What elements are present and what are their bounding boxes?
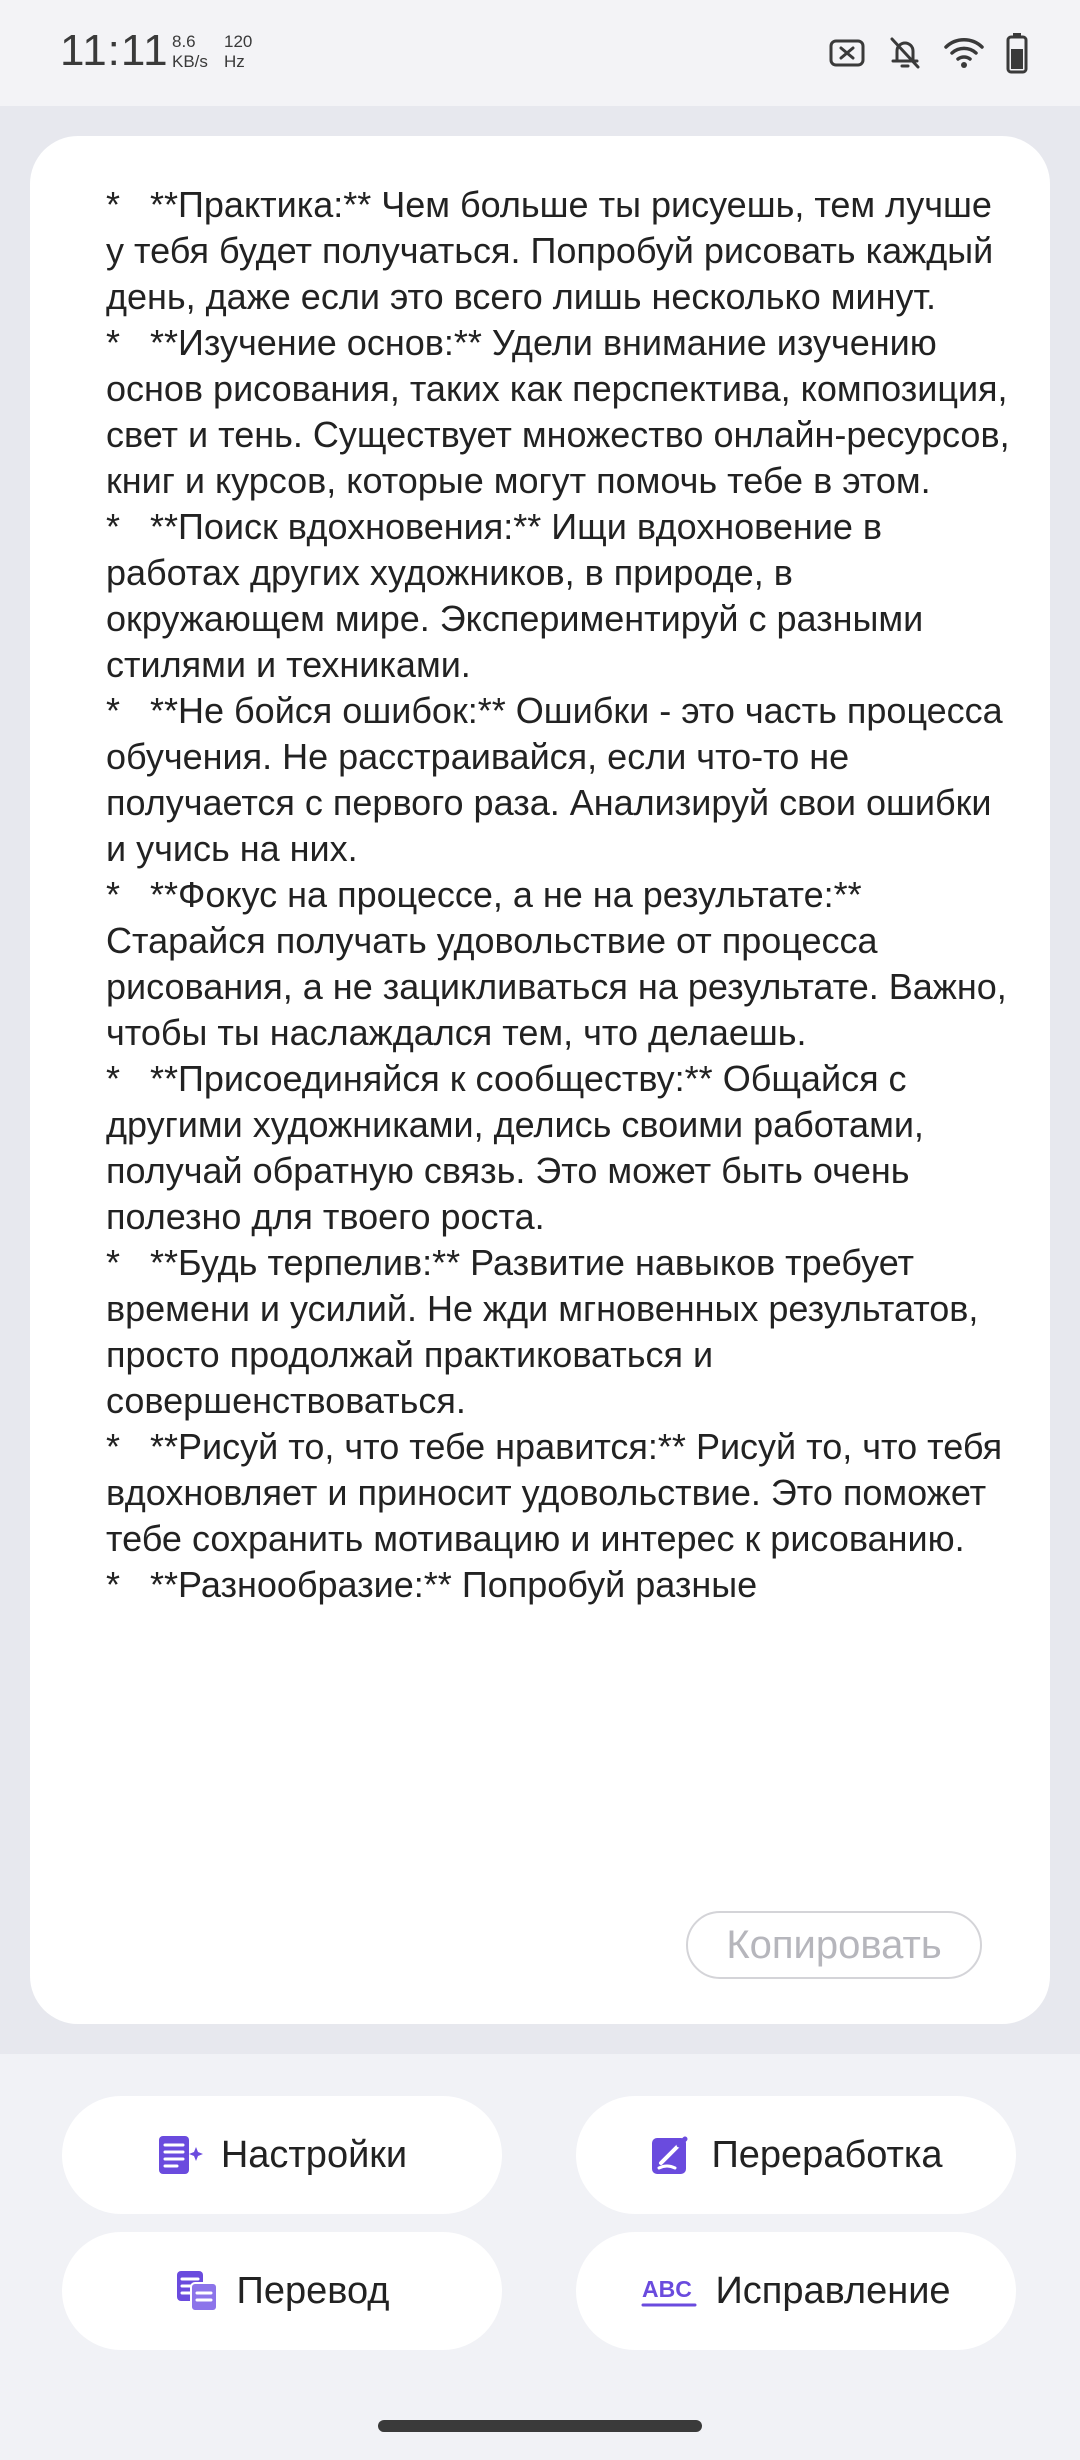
settings-button[interactable]	[62, 2096, 502, 2214]
spellcheck-abc-text: ABC	[642, 2276, 693, 2302]
battery-icon	[1006, 32, 1028, 74]
screen-record-off-icon	[828, 38, 866, 68]
refresh-rate-unit: Hz	[224, 52, 245, 71]
home-indicator[interactable]	[378, 2420, 702, 2432]
translate-icon	[175, 2269, 219, 2313]
action-panel	[0, 2054, 1080, 2460]
copy-button[interactable]: Копировать	[686, 1911, 982, 1979]
status-icons	[828, 30, 1028, 76]
bell-off-icon	[888, 35, 922, 71]
network-speed	[172, 32, 208, 72]
translate-button[interactable]	[62, 2232, 502, 2350]
refresh-rate-value: 120	[224, 32, 253, 51]
status-time: 11:11	[60, 26, 169, 75]
refresh-rate	[224, 32, 252, 72]
correct-button[interactable]	[576, 2232, 1016, 2350]
rework-pen-icon	[649, 2133, 693, 2177]
network-speed-unit: KB/s	[172, 52, 208, 71]
correct-label: Исправление	[715, 2269, 951, 2312]
response-card	[30, 136, 1050, 2024]
response-text: * **Практика:** Чем больше ты рисуешь, тем лучше у тебя будет получаться. Попробуй рисовать каждый день, даже если это всего лишь несколько минут. * **Изучение основ:** Удели внимание изучению основ рисования, таких как перспектива, композиция, свет и тень. Существует множество онлайн-ресурсов, книг и курсов, которые могут помочь тебе в этом. * **Поиск вдохновения:** Ищи вдохновение в работах других художников, в природе, в окружающем мире. Экспериментируй с разными стилями и техниками. * **Не бойся ошибок:** Ошибки - это часть процесса обучения. Не расстраивайся, если что-то не получается с первого раза. Анализируй свои ошибки и учись на них. * **Фокус на процессе, а не на результате:** Старайся получать удовольствие от процесса рисования, а не зацикливаться на результате. Важно, чтобы ты наслаждался тем, что делаешь. * **Присоединяйся к сообществу:** Общайся с другими художниками, делись своими работами, получай обратную связь. Это может быть очень полезно для твоего роста. * **Будь терпелив:** Развитие навыков требует времени и усилий. Не жди мгновенных результатов, просто продолжай практиковаться и совершенствоваться. * **Рисуй то, что тебе нравится:** Рисуй то, что тебя вдохновляет и приносит удовольствие. Это поможет тебе сохранить мотивацию и интерес к рисованию. * **Разнообразие:** Попробуй разные	[106, 184, 1010, 1605]
translate-label: Перевод	[236, 2269, 390, 2312]
status-bar	[0, 0, 1080, 106]
rework-label: Переработка	[711, 2133, 943, 2176]
rework-button[interactable]	[576, 2096, 1016, 2214]
settings-label: Настройки	[220, 2133, 408, 2176]
spellcheck-abc-icon	[641, 2271, 697, 2311]
network-speed-value: 8.6	[172, 32, 196, 51]
wifi-icon	[944, 37, 984, 69]
settings-document-icon	[157, 2133, 203, 2177]
